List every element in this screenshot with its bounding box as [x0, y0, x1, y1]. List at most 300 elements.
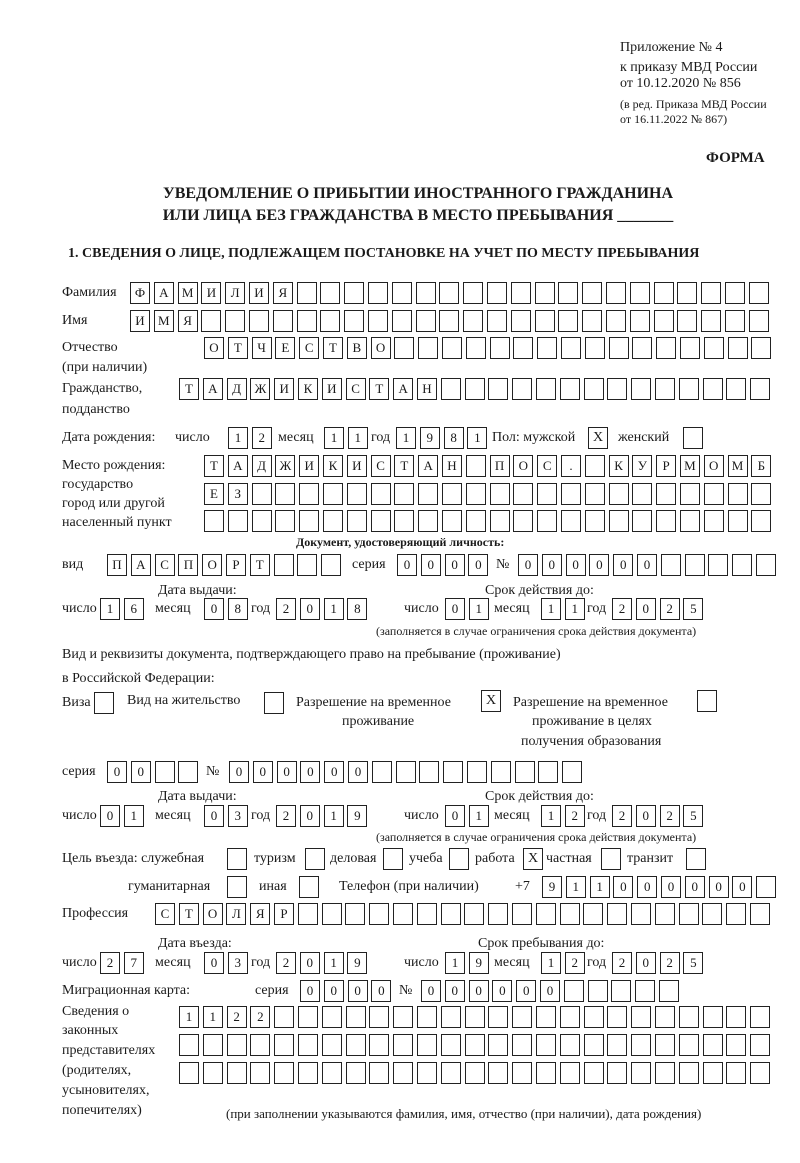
char-cell[interactable]: 3: [228, 952, 248, 974]
char-cell[interactable]: Р: [226, 554, 246, 576]
char-cell[interactable]: 8: [228, 598, 248, 620]
char-cell[interactable]: [347, 483, 367, 505]
char-cell[interactable]: Т: [228, 337, 248, 359]
purpose-private-checkbox[interactable]: [601, 848, 621, 870]
char-cell[interactable]: [417, 903, 437, 925]
char-cell[interactable]: [417, 1034, 437, 1056]
purpose-transit-checkbox[interactable]: [686, 848, 706, 870]
char-cell[interactable]: Т: [369, 378, 389, 400]
char-cell[interactable]: 0: [637, 876, 657, 898]
char-cell[interactable]: А: [203, 378, 223, 400]
char-cell[interactable]: [394, 510, 414, 532]
char-cell[interactable]: 8: [347, 598, 367, 620]
char-cell[interactable]: Е: [275, 337, 295, 359]
char-cell[interactable]: 0: [518, 554, 538, 576]
char-cell[interactable]: [464, 903, 484, 925]
char-cell[interactable]: [728, 510, 748, 532]
char-cell[interactable]: [749, 282, 769, 304]
char-cell[interactable]: И: [299, 455, 319, 477]
char-cell[interactable]: И: [130, 310, 150, 332]
char-cell[interactable]: И: [322, 378, 342, 400]
char-cell[interactable]: 7: [124, 952, 144, 974]
char-cell[interactable]: 1: [348, 427, 368, 449]
char-cell[interactable]: [393, 903, 413, 925]
char-cell[interactable]: 0: [324, 980, 344, 1002]
char-cell[interactable]: [442, 510, 462, 532]
char-cell[interactable]: [441, 378, 461, 400]
char-cell[interactable]: 0: [204, 952, 224, 974]
char-cell[interactable]: [394, 337, 414, 359]
char-cell[interactable]: К: [609, 455, 629, 477]
char-cell[interactable]: 0: [277, 761, 297, 783]
char-cell[interactable]: [515, 761, 535, 783]
char-cell[interactable]: [585, 483, 605, 505]
char-cell[interactable]: 6: [124, 598, 144, 620]
char-cell[interactable]: [561, 483, 581, 505]
char-cell[interactable]: Д: [252, 455, 272, 477]
char-cell[interactable]: 1: [590, 876, 610, 898]
char-cell[interactable]: В: [347, 337, 367, 359]
char-cell[interactable]: [584, 1062, 604, 1084]
char-cell[interactable]: [369, 903, 389, 925]
char-cell[interactable]: Т: [179, 903, 199, 925]
char-cell[interactable]: Д: [227, 378, 247, 400]
char-cell[interactable]: Т: [323, 337, 343, 359]
char-cell[interactable]: [297, 282, 317, 304]
char-cell[interactable]: [465, 1062, 485, 1084]
char-cell[interactable]: Я: [178, 310, 198, 332]
char-cell[interactable]: [490, 483, 510, 505]
char-cell[interactable]: 1: [445, 952, 465, 974]
char-cell[interactable]: [655, 378, 675, 400]
char-cell[interactable]: 5: [683, 805, 703, 827]
char-cell[interactable]: [298, 1062, 318, 1084]
char-cell[interactable]: 8: [444, 427, 464, 449]
char-cell[interactable]: 1: [541, 952, 561, 974]
char-cell[interactable]: И: [201, 282, 221, 304]
char-cell[interactable]: [394, 483, 414, 505]
temp-edu-checkbox[interactable]: [697, 690, 717, 712]
char-cell[interactable]: [346, 1034, 366, 1056]
char-cell[interactable]: [298, 1034, 318, 1056]
char-cell[interactable]: [323, 510, 343, 532]
char-cell[interactable]: 9: [347, 805, 367, 827]
char-cell[interactable]: [369, 1006, 389, 1028]
char-cell[interactable]: М: [728, 455, 748, 477]
char-cell[interactable]: [588, 980, 608, 1002]
char-cell[interactable]: С: [371, 455, 391, 477]
char-cell[interactable]: [583, 903, 603, 925]
char-cell[interactable]: Ж: [250, 378, 270, 400]
char-cell[interactable]: [538, 761, 558, 783]
char-cell[interactable]: [585, 337, 605, 359]
char-cell[interactable]: [655, 903, 675, 925]
char-cell[interactable]: [726, 1034, 746, 1056]
char-cell[interactable]: [635, 980, 655, 1002]
char-cell[interactable]: [441, 903, 461, 925]
char-cell[interactable]: 0: [469, 980, 489, 1002]
char-cell[interactable]: [679, 378, 699, 400]
char-cell[interactable]: [488, 1006, 508, 1028]
char-cell[interactable]: [562, 761, 582, 783]
char-cell[interactable]: [560, 1062, 580, 1084]
char-cell[interactable]: [560, 1034, 580, 1056]
char-cell[interactable]: 0: [324, 761, 344, 783]
char-cell[interactable]: [564, 980, 584, 1002]
char-cell[interactable]: [536, 903, 556, 925]
char-cell[interactable]: [680, 483, 700, 505]
char-cell[interactable]: [725, 282, 745, 304]
char-cell[interactable]: [607, 1062, 627, 1084]
char-cell[interactable]: М: [178, 282, 198, 304]
char-cell[interactable]: [703, 1006, 723, 1028]
char-cell[interactable]: [679, 1062, 699, 1084]
char-cell[interactable]: [228, 510, 248, 532]
char-cell[interactable]: [679, 1034, 699, 1056]
char-cell[interactable]: [630, 282, 650, 304]
char-cell[interactable]: 0: [300, 761, 320, 783]
char-cell[interactable]: [488, 378, 508, 400]
char-cell[interactable]: [607, 1034, 627, 1056]
char-cell[interactable]: [274, 1034, 294, 1056]
char-cell[interactable]: [371, 510, 391, 532]
char-cell[interactable]: [417, 1062, 437, 1084]
char-cell[interactable]: 0: [348, 980, 368, 1002]
char-cell[interactable]: Р: [274, 903, 294, 925]
char-cell[interactable]: 2: [565, 952, 585, 974]
char-cell[interactable]: 0: [709, 876, 729, 898]
char-cell[interactable]: 1: [324, 805, 344, 827]
char-cell[interactable]: 2: [660, 805, 680, 827]
char-cell[interactable]: Р: [656, 455, 676, 477]
char-cell[interactable]: [466, 483, 486, 505]
char-cell[interactable]: [512, 903, 532, 925]
char-cell[interactable]: [609, 483, 629, 505]
char-cell[interactable]: 0: [566, 554, 586, 576]
char-cell[interactable]: С: [155, 554, 175, 576]
char-cell[interactable]: [442, 337, 462, 359]
purpose-study-checkbox[interactable]: [449, 848, 469, 870]
char-cell[interactable]: [513, 483, 533, 505]
char-cell[interactable]: [654, 282, 674, 304]
char-cell[interactable]: [392, 310, 412, 332]
char-cell[interactable]: [488, 1062, 508, 1084]
char-cell[interactable]: [561, 510, 581, 532]
char-cell[interactable]: О: [513, 455, 533, 477]
char-cell[interactable]: [728, 337, 748, 359]
char-cell[interactable]: [750, 1006, 770, 1028]
char-cell[interactable]: [512, 1006, 532, 1028]
char-cell[interactable]: [463, 282, 483, 304]
char-cell[interactable]: 0: [636, 598, 656, 620]
char-cell[interactable]: [252, 483, 272, 505]
char-cell[interactable]: [322, 903, 342, 925]
char-cell[interactable]: [584, 1034, 604, 1056]
char-cell[interactable]: [679, 903, 699, 925]
purpose-tourism-checkbox[interactable]: [305, 848, 325, 870]
char-cell[interactable]: [465, 378, 485, 400]
char-cell[interactable]: [609, 510, 629, 532]
char-cell[interactable]: 2: [276, 598, 296, 620]
char-cell[interactable]: [418, 483, 438, 505]
char-cell[interactable]: [606, 282, 626, 304]
char-cell[interactable]: [631, 1034, 651, 1056]
char-cell[interactable]: [439, 310, 459, 332]
char-cell[interactable]: [511, 310, 531, 332]
char-cell[interactable]: [513, 510, 533, 532]
char-cell[interactable]: [585, 455, 605, 477]
char-cell[interactable]: [558, 310, 578, 332]
char-cell[interactable]: М: [680, 455, 700, 477]
char-cell[interactable]: [537, 510, 557, 532]
char-cell[interactable]: [659, 980, 679, 1002]
char-cell[interactable]: А: [154, 282, 174, 304]
char-cell[interactable]: 9: [420, 427, 440, 449]
char-cell[interactable]: [419, 761, 439, 783]
char-cell[interactable]: [249, 310, 269, 332]
char-cell[interactable]: 2: [276, 952, 296, 974]
char-cell[interactable]: [558, 282, 578, 304]
char-cell[interactable]: [606, 310, 626, 332]
char-cell[interactable]: 0: [204, 598, 224, 620]
char-cell[interactable]: Е: [204, 483, 224, 505]
char-cell[interactable]: [273, 310, 293, 332]
char-cell[interactable]: [491, 761, 511, 783]
char-cell[interactable]: А: [393, 378, 413, 400]
char-cell[interactable]: 1: [541, 598, 561, 620]
char-cell[interactable]: [630, 310, 650, 332]
char-cell[interactable]: Н: [442, 455, 462, 477]
char-cell[interactable]: [607, 1006, 627, 1028]
char-cell[interactable]: [442, 483, 462, 505]
char-cell[interactable]: [726, 903, 746, 925]
char-cell[interactable]: 0: [540, 980, 560, 1002]
char-cell[interactable]: 1: [124, 805, 144, 827]
char-cell[interactable]: [750, 1062, 770, 1084]
char-cell[interactable]: [749, 310, 769, 332]
char-cell[interactable]: П: [107, 554, 127, 576]
char-cell[interactable]: [393, 1062, 413, 1084]
char-cell[interactable]: [704, 510, 724, 532]
char-cell[interactable]: [347, 510, 367, 532]
char-cell[interactable]: [631, 1062, 651, 1084]
char-cell[interactable]: 9: [469, 952, 489, 974]
char-cell[interactable]: [655, 1006, 675, 1028]
char-cell[interactable]: 0: [637, 554, 657, 576]
char-cell[interactable]: [632, 337, 652, 359]
char-cell[interactable]: [584, 378, 604, 400]
char-cell[interactable]: 0: [131, 761, 151, 783]
char-cell[interactable]: [467, 761, 487, 783]
char-cell[interactable]: П: [178, 554, 198, 576]
char-cell[interactable]: [512, 378, 532, 400]
char-cell[interactable]: [203, 1034, 223, 1056]
char-cell[interactable]: [656, 510, 676, 532]
char-cell[interactable]: [490, 337, 510, 359]
char-cell[interactable]: [274, 1006, 294, 1028]
char-cell[interactable]: [631, 1006, 651, 1028]
char-cell[interactable]: [297, 310, 317, 332]
char-cell[interactable]: [439, 282, 459, 304]
char-cell[interactable]: [611, 980, 631, 1002]
char-cell[interactable]: [631, 378, 651, 400]
char-cell[interactable]: И: [347, 455, 367, 477]
char-cell[interactable]: 9: [542, 876, 562, 898]
char-cell[interactable]: З: [228, 483, 248, 505]
char-cell[interactable]: О: [202, 554, 222, 576]
char-cell[interactable]: [465, 1034, 485, 1056]
char-cell[interactable]: [298, 903, 318, 925]
char-cell[interactable]: 0: [300, 980, 320, 1002]
char-cell[interactable]: [371, 483, 391, 505]
char-cell[interactable]: Н: [417, 378, 437, 400]
char-cell[interactable]: [655, 1062, 675, 1084]
char-cell[interactable]: [346, 1062, 366, 1084]
char-cell[interactable]: П: [490, 455, 510, 477]
char-cell[interactable]: [537, 337, 557, 359]
char-cell[interactable]: [417, 1006, 437, 1028]
char-cell[interactable]: [661, 554, 681, 576]
char-cell[interactable]: 2: [660, 952, 680, 974]
char-cell[interactable]: [322, 1006, 342, 1028]
char-cell[interactable]: 0: [445, 805, 465, 827]
char-cell[interactable]: К: [323, 455, 343, 477]
char-cell[interactable]: О: [204, 337, 224, 359]
char-cell[interactable]: И: [274, 378, 294, 400]
char-cell[interactable]: [512, 1062, 532, 1084]
char-cell[interactable]: С: [155, 903, 175, 925]
char-cell[interactable]: [368, 282, 388, 304]
char-cell[interactable]: [631, 903, 651, 925]
char-cell[interactable]: [203, 1062, 223, 1084]
char-cell[interactable]: [584, 1006, 604, 1028]
char-cell[interactable]: [344, 282, 364, 304]
char-cell[interactable]: 1: [469, 805, 489, 827]
char-cell[interactable]: [655, 1034, 675, 1056]
char-cell[interactable]: [320, 282, 340, 304]
char-cell[interactable]: [701, 310, 721, 332]
char-cell[interactable]: [274, 554, 294, 576]
char-cell[interactable]: [392, 282, 412, 304]
char-cell[interactable]: 0: [468, 554, 488, 576]
char-cell[interactable]: [320, 310, 340, 332]
char-cell[interactable]: 0: [421, 980, 441, 1002]
char-cell[interactable]: [704, 337, 724, 359]
char-cell[interactable]: 0: [732, 876, 752, 898]
char-cell[interactable]: [537, 483, 557, 505]
char-cell[interactable]: [677, 282, 697, 304]
char-cell[interactable]: [750, 378, 770, 400]
char-cell[interactable]: [252, 510, 272, 532]
char-cell[interactable]: [704, 483, 724, 505]
temp-residence-checkbox[interactable]: X: [481, 690, 501, 712]
char-cell[interactable]: 1: [179, 1006, 199, 1028]
char-cell[interactable]: С: [537, 455, 557, 477]
char-cell[interactable]: [680, 510, 700, 532]
char-cell[interactable]: 0: [397, 554, 417, 576]
char-cell[interactable]: 2: [612, 598, 632, 620]
char-cell[interactable]: [513, 337, 533, 359]
char-cell[interactable]: [322, 1034, 342, 1056]
char-cell[interactable]: [466, 337, 486, 359]
char-cell[interactable]: [756, 876, 776, 898]
char-cell[interactable]: [703, 1034, 723, 1056]
char-cell[interactable]: [297, 554, 317, 576]
char-cell[interactable]: Ч: [252, 337, 272, 359]
char-cell[interactable]: [607, 903, 627, 925]
char-cell[interactable]: [561, 337, 581, 359]
char-cell[interactable]: С: [299, 337, 319, 359]
char-cell[interactable]: [560, 1006, 580, 1028]
char-cell[interactable]: 0: [348, 761, 368, 783]
char-cell[interactable]: [703, 1062, 723, 1084]
char-cell[interactable]: [275, 510, 295, 532]
char-cell[interactable]: [346, 1006, 366, 1028]
char-cell[interactable]: Т: [179, 378, 199, 400]
char-cell[interactable]: [416, 310, 436, 332]
purpose-official-checkbox[interactable]: [227, 848, 247, 870]
char-cell[interactable]: [751, 337, 771, 359]
char-cell[interactable]: У: [632, 455, 652, 477]
char-cell[interactable]: 0: [516, 980, 536, 1002]
char-cell[interactable]: Б: [751, 455, 771, 477]
char-cell[interactable]: [225, 310, 245, 332]
char-cell[interactable]: 2: [612, 952, 632, 974]
char-cell[interactable]: [685, 554, 705, 576]
char-cell[interactable]: [155, 761, 175, 783]
char-cell[interactable]: [656, 337, 676, 359]
char-cell[interactable]: [701, 282, 721, 304]
char-cell[interactable]: Я: [250, 903, 270, 925]
char-cell[interactable]: [585, 510, 605, 532]
char-cell[interactable]: 1: [566, 876, 586, 898]
char-cell[interactable]: О: [203, 903, 223, 925]
char-cell[interactable]: [443, 761, 463, 783]
visa-checkbox[interactable]: [94, 692, 114, 714]
char-cell[interactable]: [536, 1062, 556, 1084]
char-cell[interactable]: [201, 310, 221, 332]
char-cell[interactable]: Я: [273, 282, 293, 304]
purpose-work-checkbox[interactable]: X: [523, 848, 543, 870]
char-cell[interactable]: 0: [371, 980, 391, 1002]
char-cell[interactable]: [393, 1034, 413, 1056]
char-cell[interactable]: [511, 282, 531, 304]
sex-female-checkbox[interactable]: [683, 427, 703, 449]
char-cell[interactable]: [728, 483, 748, 505]
char-cell[interactable]: 1: [203, 1006, 223, 1028]
char-cell[interactable]: 2: [250, 1006, 270, 1028]
char-cell[interactable]: 0: [229, 761, 249, 783]
char-cell[interactable]: [418, 337, 438, 359]
char-cell[interactable]: [535, 282, 555, 304]
char-cell[interactable]: 0: [613, 554, 633, 576]
char-cell[interactable]: .: [561, 455, 581, 477]
char-cell[interactable]: 2: [227, 1006, 247, 1028]
char-cell[interactable]: 1: [565, 598, 585, 620]
char-cell[interactable]: 2: [660, 598, 680, 620]
char-cell[interactable]: 1: [467, 427, 487, 449]
char-cell[interactable]: 0: [204, 805, 224, 827]
char-cell[interactable]: [751, 510, 771, 532]
purpose-humanitarian-checkbox[interactable]: [227, 876, 247, 898]
char-cell[interactable]: 0: [300, 805, 320, 827]
char-cell[interactable]: 3: [228, 805, 248, 827]
char-cell[interactable]: 1: [324, 598, 344, 620]
char-cell[interactable]: [178, 761, 198, 783]
char-cell[interactable]: 2: [276, 805, 296, 827]
char-cell[interactable]: [488, 903, 508, 925]
char-cell[interactable]: 0: [589, 554, 609, 576]
